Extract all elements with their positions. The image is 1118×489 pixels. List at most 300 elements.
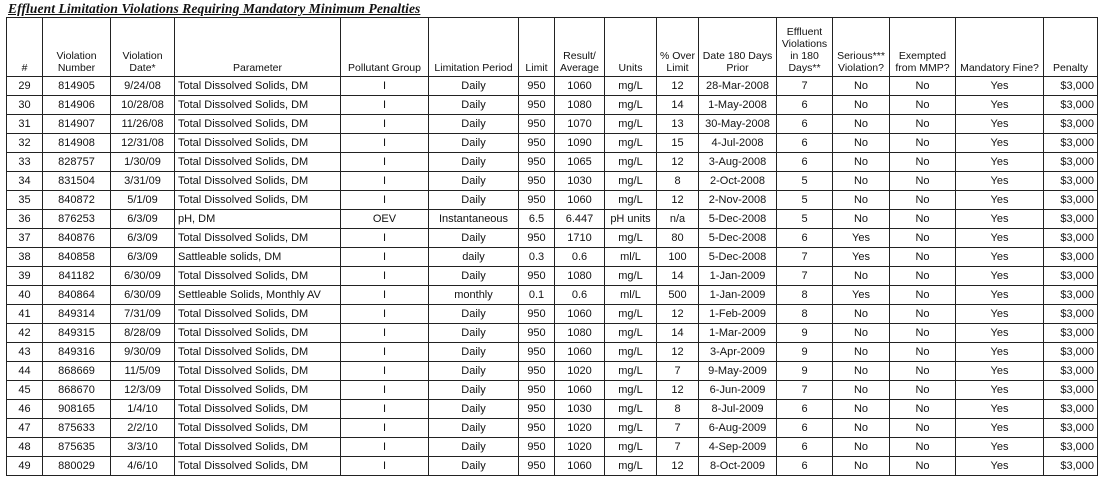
cell-limitation-period: Daily (429, 400, 519, 419)
cell-violation-number: 876253 (43, 210, 111, 229)
cell-effluent-violations: 6 (777, 153, 833, 172)
cell-exempted: No (890, 210, 956, 229)
cell-serious: No (833, 362, 890, 381)
cell-date-prior: 1-May-2008 (699, 96, 777, 115)
cell-limitation-period: daily (429, 248, 519, 267)
cell-pollutant-group: I (341, 267, 429, 286)
col-header-limit: Limit (519, 18, 555, 77)
cell-effluent-violations: 9 (777, 362, 833, 381)
cell-limitation-period: Daily (429, 381, 519, 400)
cell-penalty: $3,000 (1044, 381, 1098, 400)
cell-penalty: $3,000 (1044, 438, 1098, 457)
cell-violation-number: 814907 (43, 115, 111, 134)
cell-units: mg/L (605, 324, 657, 343)
cell-result: 1090 (555, 134, 605, 153)
cell-row-num: 40 (7, 286, 43, 305)
cell-date-prior: 4-Sep-2009 (699, 438, 777, 457)
cell-pollutant-group: I (341, 153, 429, 172)
cell-serious: No (833, 210, 890, 229)
cell-serious: No (833, 438, 890, 457)
cell-exempted: No (890, 343, 956, 362)
cell-penalty: $3,000 (1044, 134, 1098, 153)
cell-row-num: 31 (7, 115, 43, 134)
cell-violation-date: 10/28/08 (111, 96, 175, 115)
cell-date-prior: 1-Mar-2009 (699, 324, 777, 343)
cell-result: 1020 (555, 419, 605, 438)
cell-parameter: Total Dissolved Solids, DM (175, 153, 341, 172)
cell-pollutant-group: I (341, 457, 429, 476)
cell-violation-date: 12/3/09 (111, 381, 175, 400)
cell-pct-over: 8 (657, 172, 699, 191)
cell-limitation-period: Daily (429, 115, 519, 134)
table-row (7, 115, 1098, 134)
cell-result: 1060 (555, 343, 605, 362)
cell-limit: 6.5 (519, 210, 555, 229)
cell-pct-over: 7 (657, 438, 699, 457)
col-header-mandatory: Mandatory Fine? (956, 18, 1044, 77)
cell-mandatory: Yes (956, 267, 1044, 286)
cell-penalty: $3,000 (1044, 96, 1098, 115)
cell-row-num: 36 (7, 210, 43, 229)
cell-limit: 0.3 (519, 248, 555, 267)
cell-violation-number: 880029 (43, 457, 111, 476)
cell-parameter: Total Dissolved Solids, DM (175, 191, 341, 210)
cell-units: mg/L (605, 419, 657, 438)
col-header-violation-date: Violation Date* (111, 18, 175, 77)
cell-violation-date: 8/28/09 (111, 324, 175, 343)
col-header-exempted: Exempted from MMP? (890, 18, 956, 77)
cell-effluent-violations: 5 (777, 210, 833, 229)
cell-effluent-violations: 6 (777, 96, 833, 115)
cell-exempted: No (890, 115, 956, 134)
cell-date-prior: 6-Jun-2009 (699, 381, 777, 400)
cell-exempted: No (890, 134, 956, 153)
cell-parameter: Total Dissolved Solids, DM (175, 381, 341, 400)
cell-pollutant-group: I (341, 229, 429, 248)
cell-serious: No (833, 400, 890, 419)
cell-result: 1030 (555, 400, 605, 419)
cell-penalty: $3,000 (1044, 210, 1098, 229)
cell-row-num: 34 (7, 172, 43, 191)
table-row (7, 343, 1098, 362)
cell-pct-over: 12 (657, 457, 699, 476)
cell-parameter: Total Dissolved Solids, DM (175, 134, 341, 153)
cell-serious: Yes (833, 229, 890, 248)
cell-date-prior: 4-Jul-2008 (699, 134, 777, 153)
cell-exempted: No (890, 381, 956, 400)
cell-violation-date: 4/6/10 (111, 457, 175, 476)
cell-parameter: Total Dissolved Solids, DM (175, 457, 341, 476)
cell-serious: No (833, 134, 890, 153)
cell-pollutant-group: I (341, 419, 429, 438)
table-row (7, 96, 1098, 115)
cell-mandatory: Yes (956, 115, 1044, 134)
cell-violation-number: 814908 (43, 134, 111, 153)
cell-result: 1070 (555, 115, 605, 134)
col-header-effluent-violations: Effluent Violations in 180 Days** (777, 18, 833, 77)
cell-limit: 950 (519, 96, 555, 115)
cell-result: 1060 (555, 457, 605, 476)
cell-violation-date: 2/2/10 (111, 419, 175, 438)
cell-effluent-violations: 5 (777, 191, 833, 210)
cell-limit: 950 (519, 153, 555, 172)
cell-penalty: $3,000 (1044, 419, 1098, 438)
cell-mandatory: Yes (956, 210, 1044, 229)
cell-violation-date: 6/30/09 (111, 286, 175, 305)
cell-serious: No (833, 343, 890, 362)
cell-exempted: No (890, 172, 956, 191)
cell-violation-date: 6/3/09 (111, 248, 175, 267)
cell-row-num: 29 (7, 77, 43, 96)
cell-limit: 950 (519, 438, 555, 457)
cell-mandatory: Yes (956, 229, 1044, 248)
cell-violation-number: 849316 (43, 343, 111, 362)
cell-pollutant-group: I (341, 324, 429, 343)
cell-limitation-period: Daily (429, 305, 519, 324)
cell-parameter: Total Dissolved Solids, DM (175, 96, 341, 115)
cell-date-prior: 5-Dec-2008 (699, 210, 777, 229)
cell-limitation-period: Instantaneous (429, 210, 519, 229)
cell-units: mg/L (605, 457, 657, 476)
table-row (7, 134, 1098, 153)
cell-penalty: $3,000 (1044, 324, 1098, 343)
cell-limit: 950 (519, 134, 555, 153)
cell-parameter: Sattleable solids, DM (175, 248, 341, 267)
cell-parameter: Total Dissolved Solids, DM (175, 229, 341, 248)
cell-serious: No (833, 305, 890, 324)
cell-row-num: 48 (7, 438, 43, 457)
cell-violation-date: 6/3/09 (111, 210, 175, 229)
cell-limit: 950 (519, 343, 555, 362)
cell-parameter: Total Dissolved Solids, DM (175, 324, 341, 343)
col-header-violation-number: Violation Number (43, 18, 111, 77)
cell-limit: 950 (519, 362, 555, 381)
cell-mandatory: Yes (956, 381, 1044, 400)
cell-exempted: No (890, 400, 956, 419)
cell-limitation-period: Daily (429, 362, 519, 381)
cell-effluent-violations: 9 (777, 343, 833, 362)
cell-parameter: Total Dissolved Solids, DM (175, 172, 341, 191)
cell-serious: No (833, 153, 890, 172)
cell-violation-number: 849315 (43, 324, 111, 343)
cell-exempted: No (890, 286, 956, 305)
cell-mandatory: Yes (956, 419, 1044, 438)
cell-row-num: 45 (7, 381, 43, 400)
cell-date-prior: 1-Jan-2009 (699, 286, 777, 305)
cell-exempted: No (890, 77, 956, 96)
cell-effluent-violations: 9 (777, 324, 833, 343)
cell-parameter: Total Dissolved Solids, DM (175, 362, 341, 381)
cell-limitation-period: Daily (429, 438, 519, 457)
cell-pollutant-group: I (341, 134, 429, 153)
cell-row-num: 35 (7, 191, 43, 210)
col-header-units: Units (605, 18, 657, 77)
cell-limit: 950 (519, 267, 555, 286)
cell-limitation-period: Daily (429, 324, 519, 343)
cell-pollutant-group: I (341, 115, 429, 134)
cell-penalty: $3,000 (1044, 400, 1098, 419)
cell-exempted: No (890, 419, 956, 438)
cell-result: 1030 (555, 172, 605, 191)
cell-units: mg/L (605, 115, 657, 134)
col-header-pollutant-group: Pollutant Group (341, 18, 429, 77)
cell-exempted: No (890, 191, 956, 210)
cell-exempted: No (890, 457, 956, 476)
cell-result: 1060 (555, 77, 605, 96)
cell-mandatory: Yes (956, 324, 1044, 343)
cell-limitation-period: Daily (429, 457, 519, 476)
cell-penalty: $3,000 (1044, 153, 1098, 172)
cell-violation-number: 814906 (43, 96, 111, 115)
cell-serious: No (833, 324, 890, 343)
cell-serious: No (833, 172, 890, 191)
cell-penalty: $3,000 (1044, 267, 1098, 286)
cell-limit: 950 (519, 172, 555, 191)
cell-exempted: No (890, 96, 956, 115)
cell-limit: 0.1 (519, 286, 555, 305)
cell-units: ml/L (605, 286, 657, 305)
cell-violation-number: 828757 (43, 153, 111, 172)
cell-violation-date: 6/3/09 (111, 229, 175, 248)
cell-violation-number: 868669 (43, 362, 111, 381)
cell-limitation-period: Daily (429, 77, 519, 96)
cell-pct-over: 100 (657, 248, 699, 267)
cell-serious: No (833, 115, 890, 134)
cell-pct-over: 7 (657, 362, 699, 381)
cell-limit: 950 (519, 191, 555, 210)
cell-limitation-period: Daily (429, 343, 519, 362)
cell-penalty: $3,000 (1044, 457, 1098, 476)
cell-pollutant-group: I (341, 400, 429, 419)
col-header-parameter: Parameter (175, 18, 341, 77)
table-body (7, 77, 1098, 476)
cell-units: ml/L (605, 248, 657, 267)
cell-pollutant-group: I (341, 381, 429, 400)
cell-limitation-period: Daily (429, 191, 519, 210)
cell-pct-over: 12 (657, 191, 699, 210)
cell-penalty: $3,000 (1044, 229, 1098, 248)
cell-units: mg/L (605, 381, 657, 400)
table-row (7, 210, 1098, 229)
cell-effluent-violations: 7 (777, 381, 833, 400)
cell-row-num: 33 (7, 153, 43, 172)
table-row (7, 286, 1098, 305)
cell-row-num: 43 (7, 343, 43, 362)
cell-limitation-period: monthly (429, 286, 519, 305)
cell-result: 1020 (555, 438, 605, 457)
cell-limit: 950 (519, 305, 555, 324)
cell-result: 1060 (555, 191, 605, 210)
cell-result: 1080 (555, 267, 605, 286)
cell-exempted: No (890, 267, 956, 286)
cell-penalty: $3,000 (1044, 191, 1098, 210)
cell-limitation-period: Daily (429, 153, 519, 172)
cell-violation-number: 840864 (43, 286, 111, 305)
page-title: Effluent Limitation Violations Requiring Mandatory Minimum Penalties (8, 1, 421, 16)
table-row (7, 457, 1098, 476)
table-row (7, 248, 1098, 267)
cell-pollutant-group: OEV (341, 210, 429, 229)
cell-exempted: No (890, 324, 956, 343)
cell-exempted: No (890, 229, 956, 248)
cell-pct-over: 8 (657, 400, 699, 419)
cell-effluent-violations: 6 (777, 457, 833, 476)
cell-pollutant-group: I (341, 286, 429, 305)
cell-row-num: 47 (7, 419, 43, 438)
cell-pct-over: 500 (657, 286, 699, 305)
cell-limit: 950 (519, 400, 555, 419)
table-row (7, 229, 1098, 248)
cell-mandatory: Yes (956, 172, 1044, 191)
cell-serious: No (833, 77, 890, 96)
cell-serious: No (833, 457, 890, 476)
cell-pct-over: 12 (657, 153, 699, 172)
col-header-penalty: Penalty (1044, 18, 1098, 77)
cell-limitation-period: Daily (429, 96, 519, 115)
cell-violation-number: 868670 (43, 381, 111, 400)
cell-violation-number: 840872 (43, 191, 111, 210)
cell-effluent-violations: 8 (777, 286, 833, 305)
header-row (7, 18, 1098, 77)
cell-units: mg/L (605, 229, 657, 248)
cell-date-prior: 5-Dec-2008 (699, 229, 777, 248)
cell-violation-date: 11/26/08 (111, 115, 175, 134)
cell-violation-date: 11/5/09 (111, 362, 175, 381)
cell-parameter: Total Dissolved Solids, DM (175, 115, 341, 134)
cell-pct-over: 12 (657, 77, 699, 96)
cell-effluent-violations: 6 (777, 115, 833, 134)
cell-serious: No (833, 419, 890, 438)
cell-date-prior: 8-Oct-2009 (699, 457, 777, 476)
violations-table (6, 17, 1098, 476)
cell-row-num: 39 (7, 267, 43, 286)
cell-pct-over: 80 (657, 229, 699, 248)
cell-result: 1060 (555, 305, 605, 324)
cell-result: 1060 (555, 381, 605, 400)
cell-date-prior: 28-Mar-2008 (699, 77, 777, 96)
cell-parameter: Total Dissolved Solids, DM (175, 438, 341, 457)
cell-pollutant-group: I (341, 362, 429, 381)
cell-date-prior: 5-Dec-2008 (699, 248, 777, 267)
cell-effluent-violations: 6 (777, 134, 833, 153)
cell-units: mg/L (605, 191, 657, 210)
cell-effluent-violations: 7 (777, 77, 833, 96)
cell-mandatory: Yes (956, 438, 1044, 457)
cell-mandatory: Yes (956, 343, 1044, 362)
cell-date-prior: 8-Jul-2009 (699, 400, 777, 419)
cell-row-num: 41 (7, 305, 43, 324)
cell-mandatory: Yes (956, 191, 1044, 210)
cell-violation-date: 1/30/09 (111, 153, 175, 172)
cell-violation-date: 3/3/10 (111, 438, 175, 457)
cell-pct-over: 12 (657, 381, 699, 400)
cell-result: 1080 (555, 96, 605, 115)
cell-violation-number: 849314 (43, 305, 111, 324)
cell-row-num: 44 (7, 362, 43, 381)
cell-mandatory: Yes (956, 96, 1044, 115)
cell-parameter: pH, DM (175, 210, 341, 229)
cell-units: mg/L (605, 267, 657, 286)
cell-exempted: No (890, 305, 956, 324)
col-header-result: Result/ Average (555, 18, 605, 77)
cell-row-num: 46 (7, 400, 43, 419)
cell-parameter: Total Dissolved Solids, DM (175, 400, 341, 419)
cell-violation-number: 814905 (43, 77, 111, 96)
table-row (7, 153, 1098, 172)
cell-effluent-violations: 6 (777, 400, 833, 419)
cell-violation-number: 875635 (43, 438, 111, 457)
cell-row-num: 42 (7, 324, 43, 343)
cell-exempted: No (890, 438, 956, 457)
cell-effluent-violations: 6 (777, 229, 833, 248)
table-row (7, 400, 1098, 419)
cell-effluent-violations: 7 (777, 267, 833, 286)
cell-effluent-violations: 6 (777, 438, 833, 457)
cell-limit: 950 (519, 419, 555, 438)
cell-exempted: No (890, 153, 956, 172)
cell-result: 0.6 (555, 286, 605, 305)
cell-row-num: 30 (7, 96, 43, 115)
cell-date-prior: 1-Feb-2009 (699, 305, 777, 324)
cell-mandatory: Yes (956, 457, 1044, 476)
cell-effluent-violations: 5 (777, 172, 833, 191)
cell-pollutant-group: I (341, 96, 429, 115)
table-row (7, 267, 1098, 286)
cell-units: mg/L (605, 77, 657, 96)
cell-date-prior: 3-Apr-2009 (699, 343, 777, 362)
cell-date-prior: 2-Nov-2008 (699, 191, 777, 210)
cell-limitation-period: Daily (429, 229, 519, 248)
cell-violation-date: 3/31/09 (111, 172, 175, 191)
cell-mandatory: Yes (956, 248, 1044, 267)
col-header-date-prior: Date 180 Days Prior (699, 18, 777, 77)
table-row (7, 419, 1098, 438)
cell-serious: Yes (833, 286, 890, 305)
cell-pct-over: 14 (657, 324, 699, 343)
table-row (7, 362, 1098, 381)
cell-violation-date: 7/31/09 (111, 305, 175, 324)
col-header-num: # (7, 18, 43, 77)
cell-penalty: $3,000 (1044, 172, 1098, 191)
cell-effluent-violations: 7 (777, 248, 833, 267)
cell-date-prior: 2-Oct-2008 (699, 172, 777, 191)
col-header-serious: Serious*** Violation? (833, 18, 890, 77)
cell-units: mg/L (605, 96, 657, 115)
cell-serious: No (833, 267, 890, 286)
cell-result: 1020 (555, 362, 605, 381)
cell-violation-date: 9/30/09 (111, 343, 175, 362)
cell-violation-number: 875633 (43, 419, 111, 438)
cell-parameter: Total Dissolved Solids, DM (175, 77, 341, 96)
cell-parameter: Total Dissolved Solids, DM (175, 343, 341, 362)
cell-penalty: $3,000 (1044, 362, 1098, 381)
cell-limit: 950 (519, 381, 555, 400)
cell-row-num: 49 (7, 457, 43, 476)
cell-pollutant-group: I (341, 77, 429, 96)
cell-penalty: $3,000 (1044, 343, 1098, 362)
cell-limit: 950 (519, 229, 555, 248)
cell-limit: 950 (519, 115, 555, 134)
cell-penalty: $3,000 (1044, 286, 1098, 305)
cell-pollutant-group: I (341, 343, 429, 362)
cell-serious: No (833, 381, 890, 400)
cell-pollutant-group: I (341, 172, 429, 191)
cell-result: 1080 (555, 324, 605, 343)
cell-parameter: Total Dissolved Solids, DM (175, 267, 341, 286)
table-row (7, 172, 1098, 191)
cell-limitation-period: Daily (429, 172, 519, 191)
cell-violation-date: 5/1/09 (111, 191, 175, 210)
